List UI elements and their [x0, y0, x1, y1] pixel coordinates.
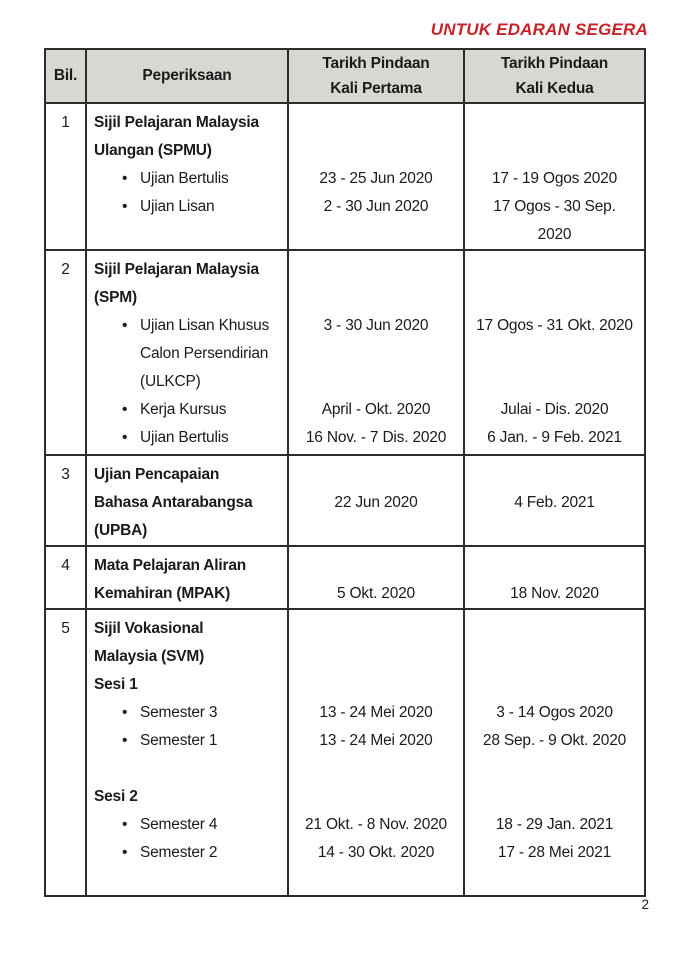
date-line: 22 Jun 2020 [334, 494, 418, 511]
exam-line: Sijil Vokasional [94, 620, 204, 637]
date-line [289, 643, 463, 671]
date-line [465, 615, 644, 643]
bullet-icon: • [122, 429, 128, 446]
date-line [465, 340, 644, 368]
header-second-amendment [464, 49, 645, 103]
date-line [465, 284, 644, 312]
date-line [465, 256, 644, 284]
date-line [289, 368, 463, 396]
date-line [289, 755, 463, 783]
exam-cell [86, 455, 288, 546]
date-line [289, 137, 463, 165]
exam-line: Sesi 1 [94, 676, 138, 693]
date-line [289, 461, 463, 489]
date-line [465, 671, 644, 699]
date-line [289, 615, 463, 643]
page-number: 2 [641, 897, 649, 912]
exam-line: (SPM) [94, 289, 137, 306]
exam-line [94, 221, 285, 249]
bullet-icon: • [122, 732, 128, 749]
exam-schedule-table [44, 48, 646, 897]
bullet-text: Semester 1 [140, 732, 218, 749]
exam-line [94, 193, 285, 221]
table-header-row [45, 49, 645, 103]
bil-number: 5 [61, 620, 70, 637]
bil-number: 1 [61, 114, 70, 131]
first-amendment-cell [288, 609, 464, 896]
second-amendment-cell [464, 546, 645, 609]
date-line [289, 783, 463, 811]
table-row [45, 609, 645, 896]
date-line: 4 Feb. 2021 [514, 494, 595, 511]
date-line [289, 109, 463, 137]
date-line: 18 Nov. 2020 [510, 585, 599, 602]
exam-cell [86, 103, 288, 250]
date-line: 16 Nov. - 7 Dis. 2020 [305, 429, 447, 446]
bullet-text: Semester 3 [140, 704, 218, 721]
date-line [289, 256, 463, 284]
exam-line: Sesi 2 [94, 788, 138, 805]
date-line: 6 Jan. - 9 Feb. 2021 [487, 429, 622, 446]
date-line [465, 109, 644, 137]
exam-line [94, 727, 285, 755]
date-line: 21 Okt. - 8 Nov. 2020 [305, 816, 447, 833]
date-line: 3 - 14 Ogos 2020 [496, 704, 613, 721]
exam-line: Sijil Pelajaran Malaysia [94, 261, 259, 278]
first-amendment-cell [288, 250, 464, 455]
bullet-icon: • [122, 170, 128, 187]
bullet-icon: • [122, 401, 128, 418]
exam-line: Bahasa Antarabangsa [94, 494, 253, 511]
date-line [465, 517, 644, 545]
bullet-text: Ujian Lisan [140, 198, 215, 215]
header-peperiksaan: Peperiksaan [86, 49, 288, 103]
header-bil: Bil. [45, 49, 86, 103]
date-line: 14 - 30 Okt. 2020 [317, 844, 435, 861]
bil-cell [45, 103, 86, 250]
exam-line: Mata Pelajaran Aliran [94, 557, 247, 574]
exam-cell [86, 250, 288, 455]
bil-cell [45, 546, 86, 609]
exam-line: Kemahiran (MPAK) [94, 585, 231, 602]
date-line: 17 - 19 Ogos 2020 [492, 170, 617, 187]
distribution-stamp: UNTUK EDARAN SEGERA [430, 20, 648, 39]
exam-line: (UPBA) [94, 522, 148, 539]
date-line [465, 368, 644, 396]
date-line [465, 783, 644, 811]
exam-line [94, 165, 285, 193]
date-line [289, 517, 463, 545]
bullet-text: Ujian Bertulis [140, 170, 229, 187]
second-amendment-cell [464, 455, 645, 546]
date-line [289, 552, 463, 580]
bullet-text: Semester 2 [140, 844, 218, 861]
bil-cell [45, 609, 86, 896]
bil-cell [45, 455, 86, 546]
date-line [465, 867, 644, 895]
header-line: Tarikh Pindaan [322, 55, 430, 72]
date-line: 18 - 29 Jan. 2021 [495, 816, 614, 833]
date-line: 17 - 28 Mei 2021 [497, 844, 612, 861]
date-line [289, 340, 463, 368]
date-line [465, 461, 644, 489]
exam-line [94, 811, 285, 839]
date-line: Julai - Dis. 2020 [500, 401, 609, 418]
second-amendment-cell [464, 103, 645, 250]
bil-number: 4 [61, 557, 70, 574]
exam-line [94, 755, 285, 783]
exam-line [94, 424, 285, 452]
date-line [289, 671, 463, 699]
bil-number: 3 [61, 466, 70, 483]
exam-line: (ULKCP) [140, 373, 201, 390]
header-line: Tarikh Pindaan [500, 55, 609, 72]
bullet-icon: • [122, 844, 128, 861]
exam-line: Calon Persendirian [140, 345, 269, 362]
bullet-icon: • [122, 317, 128, 334]
header-first-amendment [288, 49, 464, 103]
bil-number: 2 [61, 261, 70, 278]
header-line: Kali Kedua [515, 80, 594, 97]
date-line: 23 - 25 Jun 2020 [319, 170, 433, 187]
second-amendment-cell [464, 609, 645, 896]
table-row [45, 546, 645, 609]
exam-cell [86, 546, 288, 609]
bullet-icon: • [122, 816, 128, 833]
date-line: 3 - 30 Jun 2020 [323, 317, 429, 334]
date-line: 28 Sep. - 9 Okt. 2020 [482, 732, 627, 749]
bullet-icon: • [122, 198, 128, 215]
date-line: April - Okt. 2020 [321, 401, 431, 418]
exam-line [94, 867, 285, 895]
exam-line: Ujian Pencapaian [94, 466, 220, 483]
exam-line: Malaysia (SVM) [94, 648, 205, 665]
date-line [465, 643, 644, 671]
first-amendment-cell [288, 455, 464, 546]
date-line [465, 755, 644, 783]
date-line [465, 552, 644, 580]
exam-line [94, 312, 285, 340]
table-row [45, 455, 645, 546]
bullet-text: Ujian Bertulis [140, 429, 229, 446]
exam-line: Ulangan (SPMU) [94, 142, 212, 159]
exam-line: Sijil Pelajaran Malaysia [94, 114, 259, 131]
exam-line [94, 699, 285, 727]
date-line: 17 Ogos - 31 Okt. 2020 [476, 317, 633, 334]
second-amendment-cell [464, 250, 645, 455]
date-line: 5 Okt. 2020 [337, 585, 415, 602]
first-amendment-cell [288, 103, 464, 250]
date-line: 2 - 30 Jun 2020 [323, 198, 429, 215]
date-line: 13 - 24 Mei 2020 [319, 732, 433, 749]
date-line [289, 221, 463, 249]
exam-line [94, 396, 285, 424]
date-line: 2020 [537, 226, 572, 243]
date-line [289, 867, 463, 895]
bil-cell [45, 250, 86, 455]
bullet-icon: • [122, 704, 128, 721]
first-amendment-cell [288, 546, 464, 609]
date-line: 17 Ogos - 30 Sep. [493, 198, 616, 215]
exam-cell [86, 609, 288, 896]
table-row [45, 250, 645, 455]
date-line [289, 284, 463, 312]
date-line [465, 137, 644, 165]
date-line: 13 - 24 Mei 2020 [319, 704, 433, 721]
bullet-text: Ujian Lisan Khusus [140, 317, 270, 334]
bullet-text: Semester 4 [140, 816, 218, 833]
bullet-text: Kerja Kursus [140, 401, 227, 418]
table-row [45, 103, 645, 250]
header-line: Kali Pertama [330, 80, 422, 97]
exam-line [94, 839, 285, 867]
